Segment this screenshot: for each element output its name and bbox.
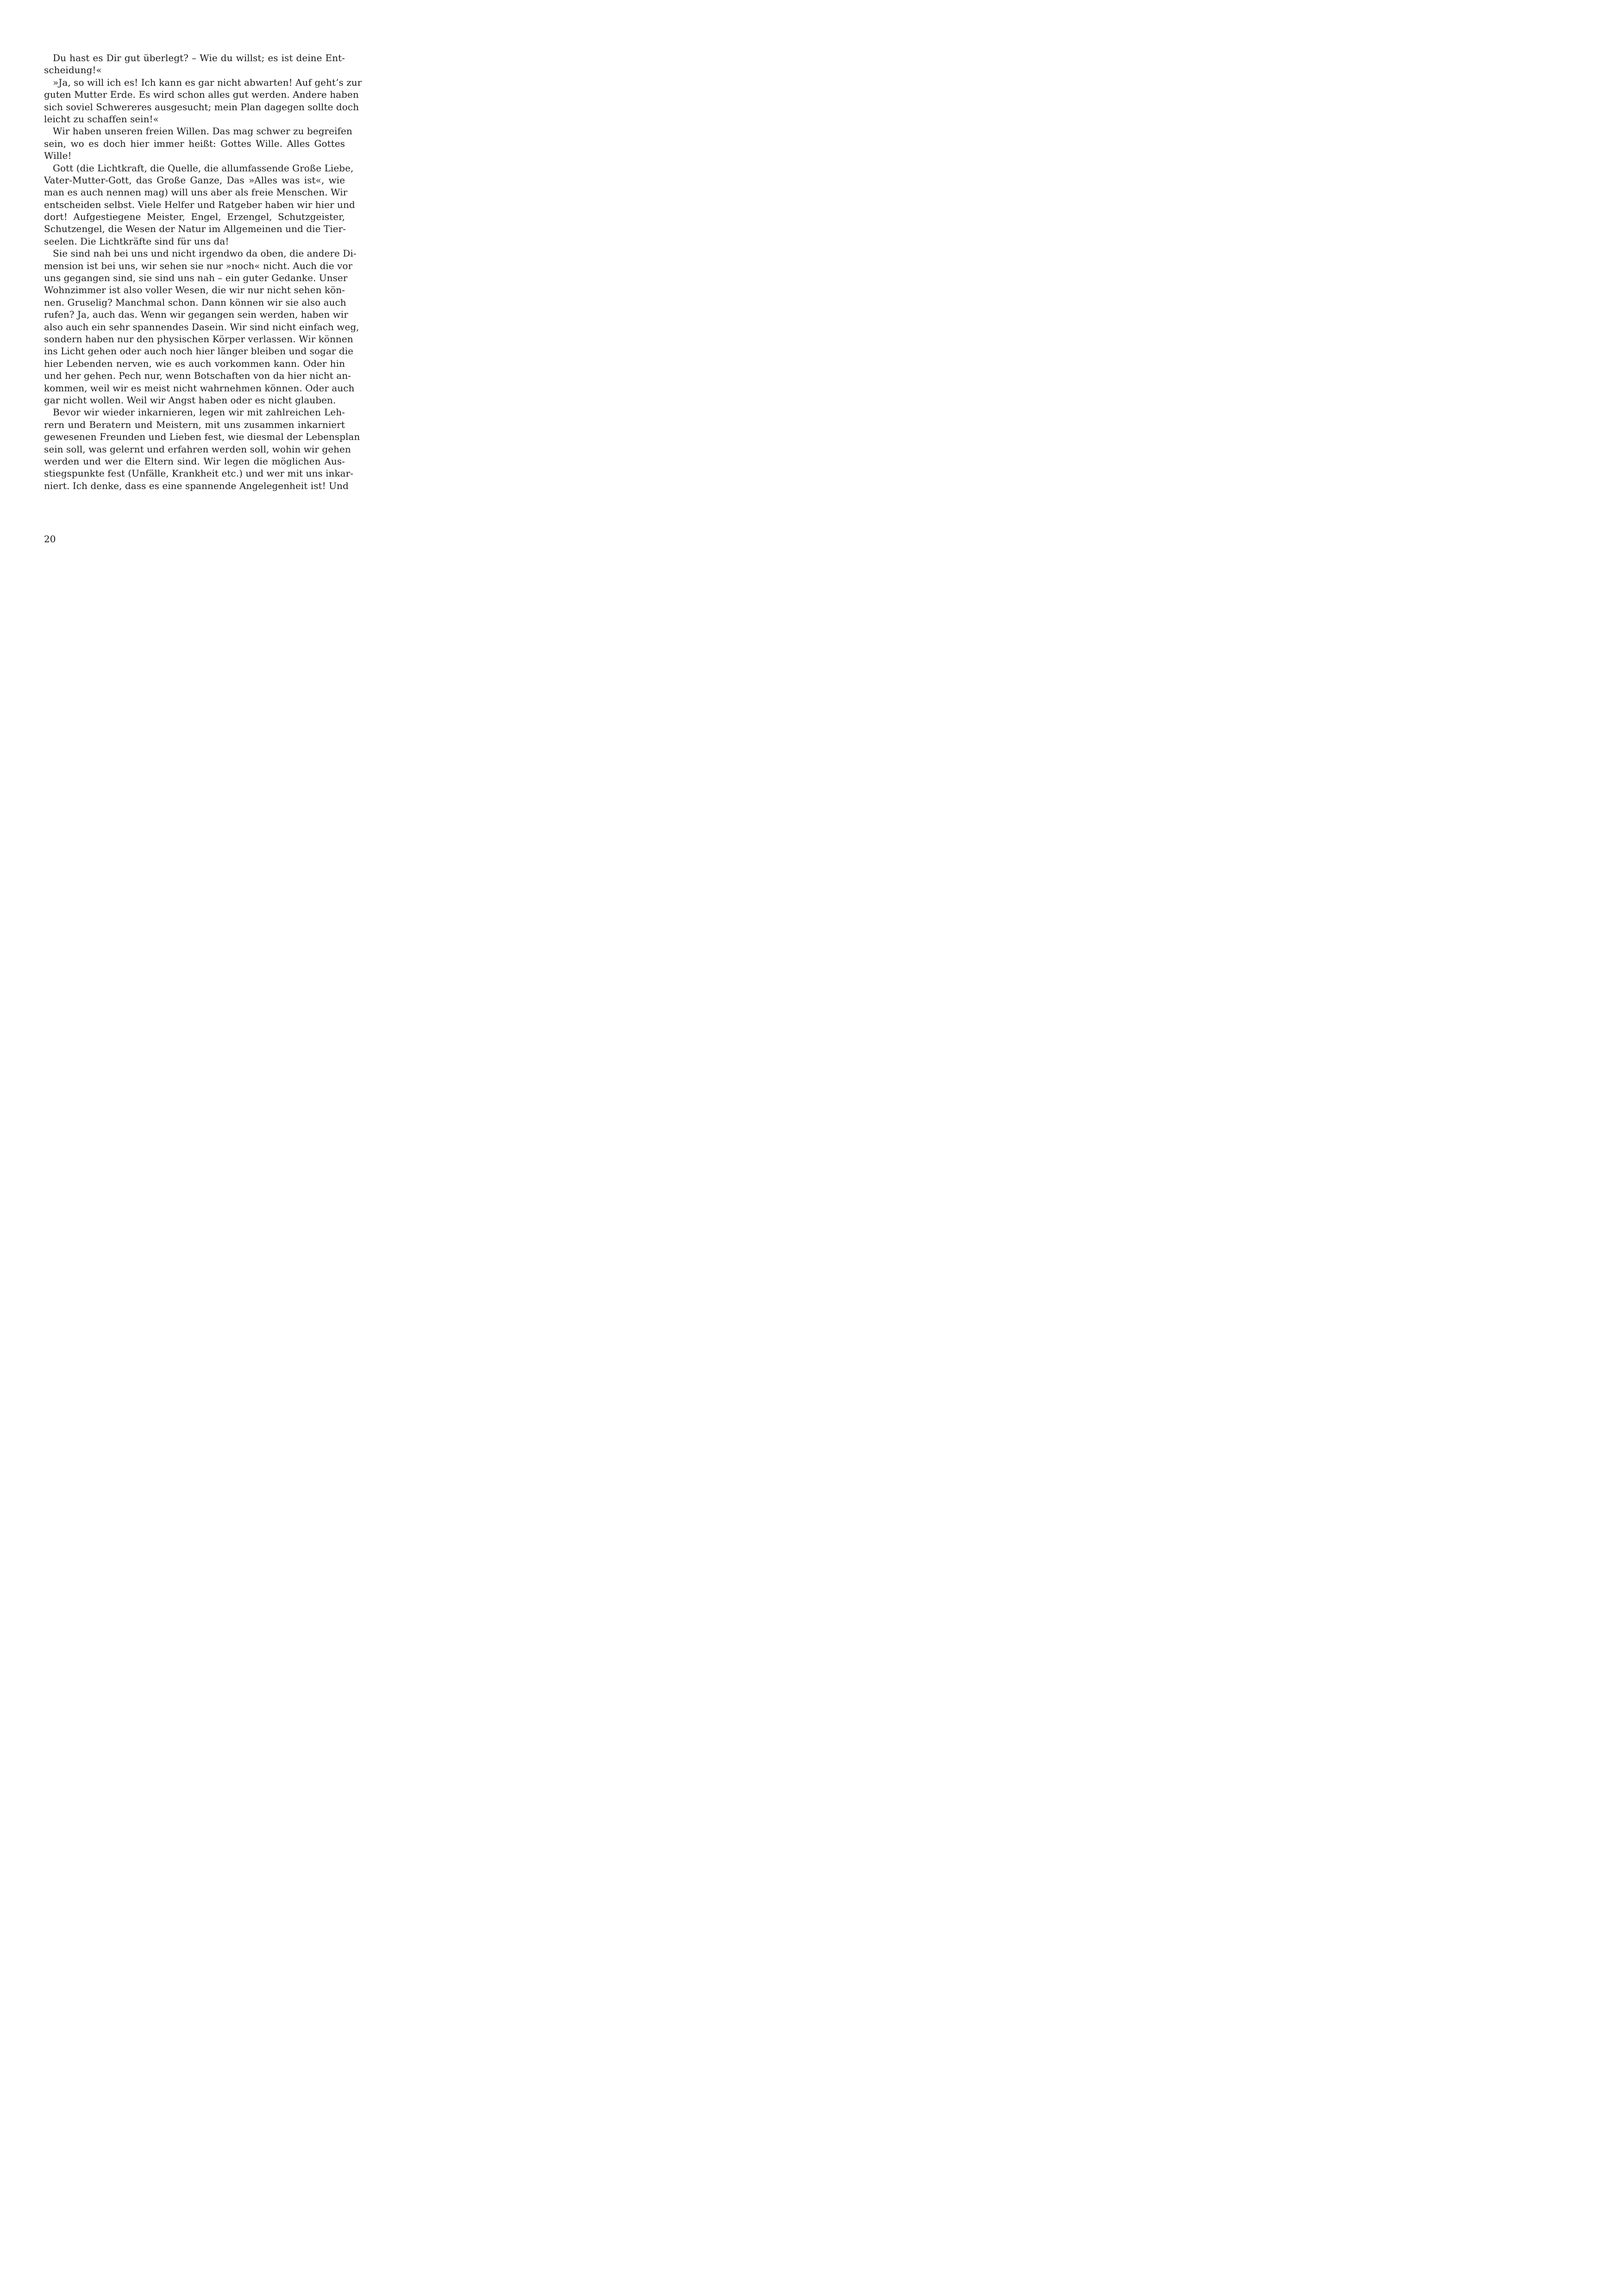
text-line: »Ja, so will ich es! Ich kann es gar nicht abwarten! Auf geht’s zur — [53, 76, 362, 88]
text-line: Wir haben unseren freien Willen. Das mag schwer zu begreifen — [53, 125, 352, 137]
text-line: scheidung!« — [44, 64, 102, 76]
text-line: seelen. Die Lichtkräfte sind für uns da! — [44, 235, 229, 247]
text-line: sondern haben nur den physischen Körper verlassen. Wir können — [44, 333, 353, 345]
text-line: Du hast es Dir gut überlegt? – Wie du willst; es ist deine Ent- — [53, 52, 345, 63]
page-number: 20 — [44, 533, 56, 545]
text-line: stiegspunkte fest (Unfälle, Krankheit etc.) und wer mit uns inkar- — [44, 468, 354, 479]
text-line: dort! Aufgestiegene Meister, Engel, Erzengel, Schutzgeister, — [44, 211, 345, 223]
text-line: Wille! — [44, 150, 72, 162]
book-page — [0, 0, 404, 574]
text-line: sich soviel Schwereres ausgesucht; mein Plan dagegen sollte doch — [44, 101, 359, 113]
text-line: gar nicht wollen. Weil wir Angst haben oder es nicht glauben. — [44, 394, 336, 406]
text-line: leicht zu schaffen sein!« — [44, 113, 159, 125]
text-line: sein soll, was gelernt und erfahren werden soll, wohin wir gehen — [44, 443, 351, 455]
text-line: hier Lebenden nerven, wie es auch vorkommen kann. Oder hin — [44, 358, 345, 369]
text-line: man es auch nennen mag) will uns aber als freie Menschen. Wir — [44, 187, 348, 198]
text-line: Schutzengel, die Wesen der Natur im Allgemeinen und die Tier- — [44, 223, 346, 235]
text-line: werden und wer die Eltern sind. Wir legen die möglichen Aus- — [44, 455, 345, 467]
text-line: Gott (die Lichtkraft, die Quelle, die allumfassende Große Liebe, — [53, 162, 354, 174]
body-text — [44, 52, 362, 492]
text-line: gewesenen Freunden und Lieben fest, wie diesmal der Lebensplan — [44, 431, 360, 443]
text-line: entscheiden selbst. Viele Helfer und Ratgeber haben wir hier und — [44, 199, 355, 210]
text-line: Vater-Mutter-Gott, das Große Ganze, Das »Alles was ist«, wie — [44, 174, 345, 186]
text-line: Bevor wir wieder inkarnieren, legen wir mit zahlreichen Leh- — [53, 407, 345, 418]
text-line: Sie sind nah bei uns und nicht irgendwo da oben, die andere Di- — [53, 248, 357, 259]
text-line: niert. Ich denke, dass es eine spannende Angelegenheit ist! Und — [44, 480, 349, 491]
text-line: und her gehen. Pech nur, wenn Botschaften von da hier nicht an- — [44, 370, 351, 382]
text-line: also auch ein sehr spannendes Dasein. Wir sind nicht einfach weg, — [44, 321, 359, 332]
text-line: nen. Gruselig? Manchmal schon. Dann können wir sie also auch — [44, 296, 346, 308]
text-line: rern und Beratern und Meistern, mit uns zusammen inkarniert — [44, 419, 345, 430]
text-line: rufen? Ja, auch das. Wenn wir gegangen sein werden, haben wir — [44, 309, 348, 320]
text-line: kommen, weil wir es meist nicht wahrnehmen können. Oder auch — [44, 382, 355, 394]
text-line: uns gegangen sind, sie sind uns nah – ein guter Gedanke. Unser — [44, 272, 348, 284]
text-line: guten Mutter Erde. Es wird schon alles gut werden. Andere haben — [44, 89, 359, 100]
text-line: Wohnzimmer ist also voller Wesen, die wir nur nicht sehen kön- — [44, 284, 345, 296]
text-line: mension ist bei uns, wir sehen sie nur »noch« nicht. Auch die vor — [44, 260, 353, 271]
text-line: ins Licht gehen oder auch noch hier länger bleiben und sogar die — [44, 345, 354, 357]
text-line: sein, wo es doch hier immer heißt: Gottes Wille. Alles Gottes — [44, 138, 345, 149]
